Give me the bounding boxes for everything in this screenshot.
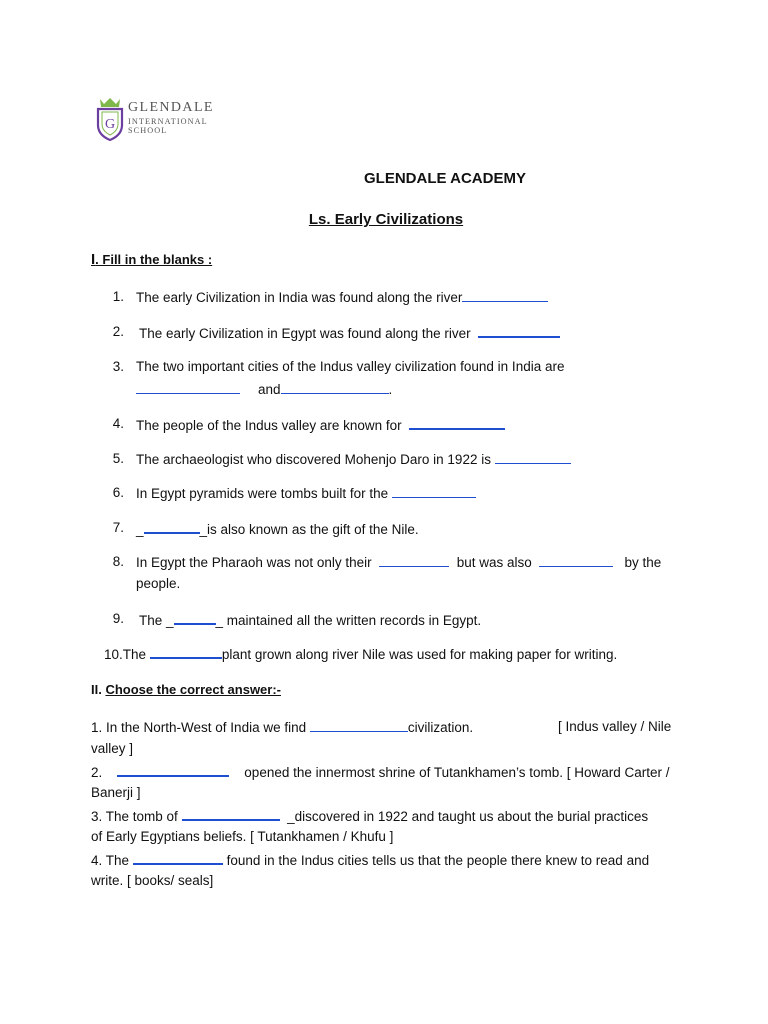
- section-2-title: Choose the correct answer:-: [105, 682, 281, 697]
- mcq-4: [91, 851, 649, 868]
- school-logo: [96, 97, 236, 145]
- answer-blank-4[interactable]: [409, 416, 505, 430]
- answer-blank-7[interactable]: [144, 520, 200, 534]
- answer-blank-3a[interactable]: [136, 381, 240, 394]
- answer-blank-6[interactable]: [392, 485, 476, 498]
- mcq-2-number: 2.: [91, 765, 103, 780]
- mcq-blank-3[interactable]: [182, 807, 280, 821]
- answer-blank-9[interactable]: [174, 611, 216, 625]
- question-3-and: and: [258, 382, 281, 397]
- question-8-middle: but was also: [456, 555, 532, 570]
- answer-blank-10[interactable]: [150, 645, 222, 659]
- lesson-title-text: Ls. Early Civilizations: [308, 211, 464, 228]
- section-1-heading: [91, 251, 212, 268]
- crest-icon: [96, 97, 124, 141]
- question-10: [104, 645, 617, 662]
- mcq-2: [91, 763, 670, 780]
- question-3-text: The two important cities of the Indus valley civilization found in India are: [136, 359, 565, 374]
- question-5-text: The archaeologist who discovered Mohenjo Daro in 1922 is: [136, 452, 491, 467]
- question-8-text: In Egypt the Pharaoh was not only their: [136, 555, 372, 570]
- mcq-1-options-cont: valley ]: [91, 741, 134, 756]
- item-8-number: 8.: [112, 554, 124, 569]
- logo-wordmark: [128, 101, 214, 135]
- mcq-3-text: 3. The tomb of: [91, 809, 178, 824]
- item-2-number: 2.: [112, 324, 124, 339]
- answer-blank-2[interactable]: [478, 324, 560, 338]
- question-9-text: _ maintained all the written records in Egypt.: [215, 613, 482, 628]
- answer-blank-8b[interactable]: [539, 554, 613, 567]
- question-3: [136, 359, 564, 374]
- mcq-blank-4[interactable]: [133, 851, 223, 865]
- question-8: [136, 554, 661, 570]
- mcq-1-middle: civilization.: [407, 720, 474, 735]
- answer-blank-3b[interactable]: [281, 381, 389, 394]
- question-10-lead: The: [122, 647, 147, 662]
- mcq-1: [91, 719, 473, 735]
- mcq-2-options-cont: Banerji ]: [91, 785, 141, 800]
- question-6: [136, 485, 476, 501]
- item-5-number: 5.: [112, 451, 124, 466]
- section-1-numeral: I: [91, 251, 96, 268]
- answer-blank-5[interactable]: [495, 451, 571, 464]
- logo-line-1: GLENDALE: [128, 100, 214, 115]
- mcq-3-options: of Early Egyptians beliefs. [ Tutankhamen / Khufu ]: [91, 829, 394, 844]
- section-2-heading: [91, 682, 281, 697]
- section-1-title: . Fill in the blanks :: [95, 252, 213, 267]
- question-8-line-2: people.: [136, 576, 181, 591]
- mcq-3-middle: _discovered in 1922 and taught us about the burial practices: [287, 809, 649, 824]
- logo-line-3: SCHOOL: [128, 126, 168, 136]
- question-2: [139, 324, 560, 341]
- question-3-period: .: [388, 382, 393, 397]
- question-7-text: _is also known as the gift of the Nile.: [199, 522, 419, 537]
- mcq-2-text: opened the innermost shrine of Tutankhamen’s tomb. [ Howard Carter /: [244, 765, 670, 780]
- answer-blank-8a[interactable]: [379, 554, 449, 567]
- question-5: [136, 451, 571, 467]
- mcq-4-text: 4. The: [91, 853, 130, 868]
- mcq-3: [91, 807, 648, 824]
- question-3-line-2: [136, 381, 392, 397]
- answer-blank-1[interactable]: [462, 289, 548, 302]
- question-4-text: The people of the Indus valley are known for: [136, 418, 402, 433]
- question-7: [136, 520, 419, 537]
- question-4: [136, 416, 505, 433]
- mcq-4-middle: found in the Indus cities tells us that the people there knew to read and: [226, 853, 650, 868]
- question-2-text: The early Civilization in Egypt was found along the river: [139, 326, 471, 341]
- item-7-number: 7.: [112, 520, 124, 535]
- question-10-text: plant grown along river Nile was used for making paper for writing.: [221, 647, 618, 662]
- question-9-lead: The _: [139, 613, 174, 628]
- mcq-1-options: [ Indus valley / Nile: [558, 719, 672, 734]
- question-1: [136, 289, 548, 305]
- question-6-text: In Egypt pyramids were tombs built for the: [136, 486, 389, 501]
- section-2-numeral: II.: [91, 682, 106, 697]
- question-1-text: The early Civilization in India was found along the river: [136, 290, 463, 305]
- item-9-number: 9.: [112, 611, 124, 626]
- question-8-end: by the: [624, 555, 662, 570]
- school-title: GLENDALE ACADEMY: [364, 170, 526, 187]
- mcq-4-options: write. [ books/ seals]: [91, 873, 214, 888]
- item-1-number: 1.: [112, 289, 124, 304]
- item-4-number: 4.: [112, 416, 124, 431]
- logo-line-2: INTERNATIONAL: [128, 117, 208, 126]
- question-7-lead: _: [136, 522, 144, 537]
- mcq-blank-1[interactable]: [310, 719, 408, 732]
- svg-text:G: G: [104, 117, 116, 132]
- mcq-blank-2[interactable]: [117, 763, 229, 777]
- lesson-title: [0, 211, 768, 228]
- item-6-number: 6.: [112, 485, 124, 500]
- mcq-1-text: 1. In the North-West of India we find: [91, 720, 307, 735]
- item-10-number: 10.: [104, 647, 123, 662]
- item-3-number: 3.: [112, 359, 124, 374]
- question-9: [139, 611, 481, 628]
